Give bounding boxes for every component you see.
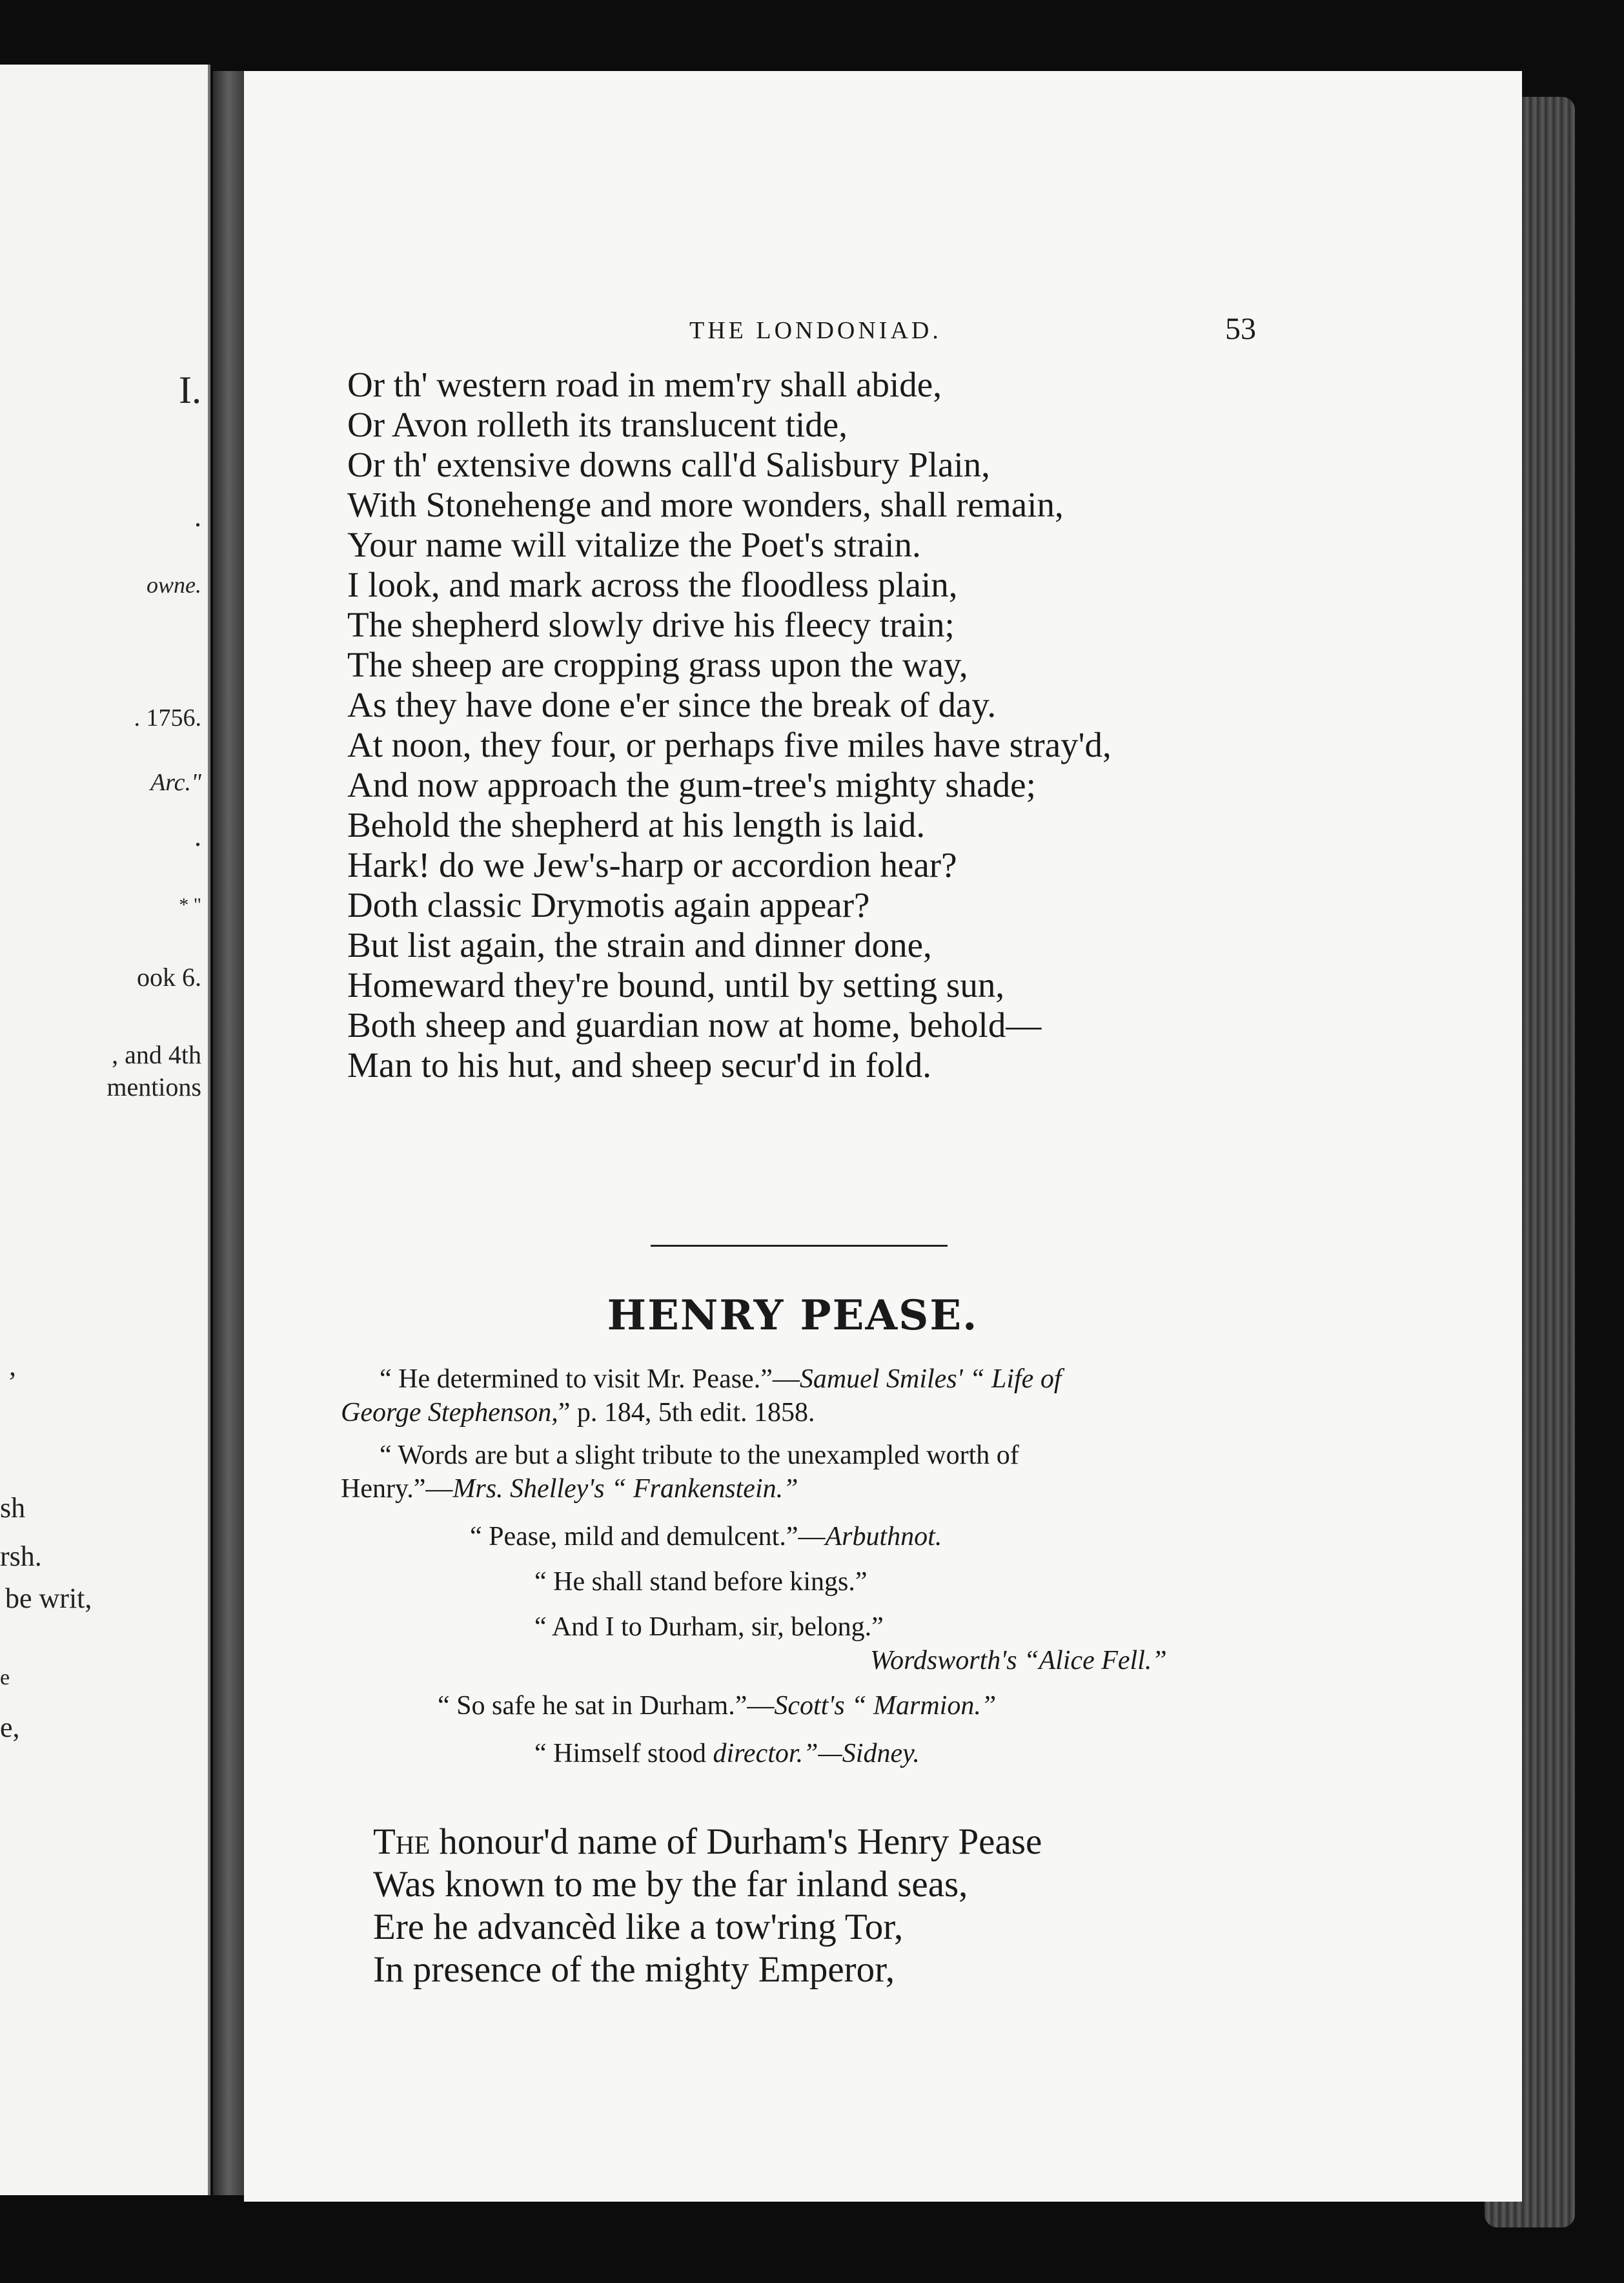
left-fragment: , xyxy=(9,1350,16,1382)
poem-line: With Stonehenge and more wonders, shall remain, xyxy=(347,485,1064,524)
poem-line: The honour'd name of Durham's Henry Pease xyxy=(373,1821,1042,1862)
section-divider xyxy=(651,1245,948,1247)
left-fragment: rsh. xyxy=(0,1541,42,1572)
epigraph-line: “ He shall stand before kings.” xyxy=(534,1567,868,1597)
poem-line: As they have done e'er since the break of day. xyxy=(347,685,997,724)
poem-line: Both sheep and guardian now at home, behold— xyxy=(347,1005,1042,1045)
page-number: 53 xyxy=(1225,312,1256,346)
left-fragment: mentions xyxy=(107,1072,201,1101)
epigraph-line: Wordsworth's “Alice Fell.” xyxy=(870,1646,1167,1675)
left-fragment: , and 4th xyxy=(112,1040,201,1069)
epigraph-line: Henry.”—Mrs. Shelley's “ Frankenstein.” xyxy=(341,1474,798,1504)
poem-line: Hark! do we Jew's-harp or accordion hear? xyxy=(347,845,957,885)
left-fragment: . 1756. xyxy=(134,704,201,732)
poem-line: Ere he advancèd like a tow'ring Tor, xyxy=(373,1907,904,1947)
epigraph-line: “ Words are but a slight tribute to the unexampled worth of xyxy=(380,1440,1019,1470)
poem-line: In presence of the mighty Emperor, xyxy=(373,1949,895,1990)
poem-stanza xyxy=(347,365,1445,1085)
poem-line: Behold the shepherd at his length is laid. xyxy=(347,805,926,845)
epigraph-line: “ Himself stood director.”—Sidney. xyxy=(534,1739,920,1768)
running-title: THE LONDONIAD. xyxy=(689,317,942,344)
drop-word: The xyxy=(373,1821,431,1862)
poem-line: But list again, the strain and dinner done, xyxy=(347,925,932,965)
poem-line: Doth classic Drymotis again appear? xyxy=(347,885,870,925)
section-title: HENRY PEASE. xyxy=(607,1291,979,1340)
poem-line: And now approach the gum-tree's mighty shade; xyxy=(347,765,1036,804)
poem-line: Homeward they're bound, until by setting sun, xyxy=(347,965,1005,1005)
left-fragment: e xyxy=(0,1666,10,1690)
poem-line: Or th' western road in mem'ry shall abide, xyxy=(347,365,942,404)
left-fragment: owne. xyxy=(147,572,201,598)
epigraph-line: “ Pease, mild and demulcent.”—Arbuthnot. xyxy=(470,1522,942,1551)
poem-line: I look, and mark across the floodless plain, xyxy=(347,565,958,604)
left-fragment: e, xyxy=(0,1712,20,1743)
poem-line: Was known to me by the far inland seas, xyxy=(373,1864,968,1905)
left-fragment: . xyxy=(194,821,201,852)
poem-line: At noon, they four, or perhaps five miles have stray'd, xyxy=(347,725,1111,764)
left-fragment: be writ, xyxy=(5,1582,92,1614)
epigraph-line: George Stephenson,” p. 184, 5th edit. 1858. xyxy=(341,1398,815,1428)
epigraphs xyxy=(341,1362,1296,1770)
left-fragment: I. xyxy=(179,369,201,411)
poem-line: The shepherd slowly drive his fleecy train; xyxy=(347,605,955,644)
left-fragment: sh xyxy=(0,1492,26,1524)
poem-line: The sheep are cropping grass upon the way, xyxy=(347,645,968,684)
book-gutter xyxy=(213,71,244,2195)
left-fragment: Arc." xyxy=(150,769,201,796)
left-fragment: * " xyxy=(179,894,201,916)
left-fragment: ook 6. xyxy=(137,963,201,992)
left-page xyxy=(0,65,210,2195)
poem-line: Or th' extensive downs call'd Salisbury Plain, xyxy=(347,445,990,484)
epigraph-line: “ And I to Durham, sir, belong.” xyxy=(534,1612,884,1642)
running-head xyxy=(244,312,1522,362)
epigraph-line: “ He determined to visit Mr. Pease.”—Samuel Smiles' “ Life of xyxy=(380,1364,1062,1394)
poem-line: Or Avon rolleth its translucent tide, xyxy=(347,405,848,444)
poem-line: Man to his hut, and sheep secur'd in fold. xyxy=(347,1045,932,1085)
poem-line: Your name will vitalize the Poet's strain. xyxy=(347,525,921,564)
right-page xyxy=(244,71,1522,2202)
opening-stanza xyxy=(373,1821,1406,1991)
left-fragment: . xyxy=(194,501,201,533)
epigraph-line: “ So safe he sat in Durham.”—Scott's “ Marmion.” xyxy=(438,1691,997,1721)
